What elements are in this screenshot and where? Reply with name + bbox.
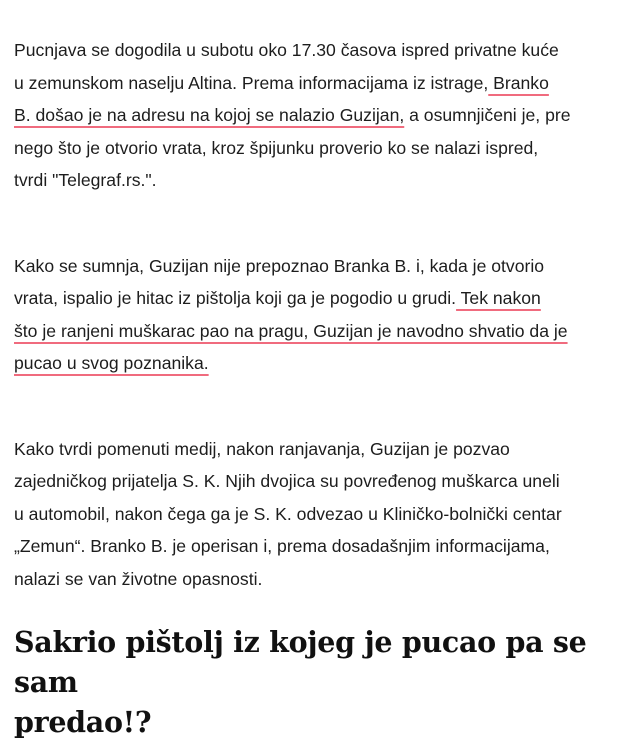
text-segment: Pucnjava se dogodila u subotu oko 17.30 časova ispred privatne kuće u zemunskom naselju Altina. Prema informacijama iz istrage, — [14, 40, 559, 93]
text-segment: Kako se sumnja, Guzijan nije prepoznao Branka B. i, kada je otvorio vrata, ispalio je hitac iz pištolja koji ga je pogodio u grudi. — [14, 255, 545, 309]
highlighted-text-segment: Tek nakon što je ranjeni muškarac pao na pragu, Guzijan je navodno shvatio da je pucao u svog poznanika. — [14, 288, 568, 374]
paragraph-hospital-transport — [14, 400, 614, 594]
paragraph-suspect-account — [14, 217, 614, 379]
paragraph-shooting-details — [14, 2, 614, 196]
section-heading: Sakrio pištolj iz kojeg je pucao pa se sam predao!? — [14, 624, 587, 739]
article-body — [14, 2, 614, 742]
text-segment: Kako tvrdi pomenuti medij, nakon ranjavanja, Guzijan je pozvao zajedničkog prijatelja S. K. Njih dvojica su povređenog muškarca uneli u automobil, nakon čega ga je S. K. odvezao u Kliničko-bolnički centar „Zemun“. Branko B. je operisan i, prema dosadašnjim informacijama, nalazi se van životne opasnosti. — [14, 438, 562, 589]
highlighted-text-segment: Branko B. došao je na adresu na kojoj se nalazio Guzijan, — [14, 72, 549, 126]
text-segment: a osumnjičeni je, pre nego što je otvorio vrata, kroz špijunku proverio ko se nalazi ispred, tvrdi "Telegraf.rs.". — [14, 105, 571, 191]
